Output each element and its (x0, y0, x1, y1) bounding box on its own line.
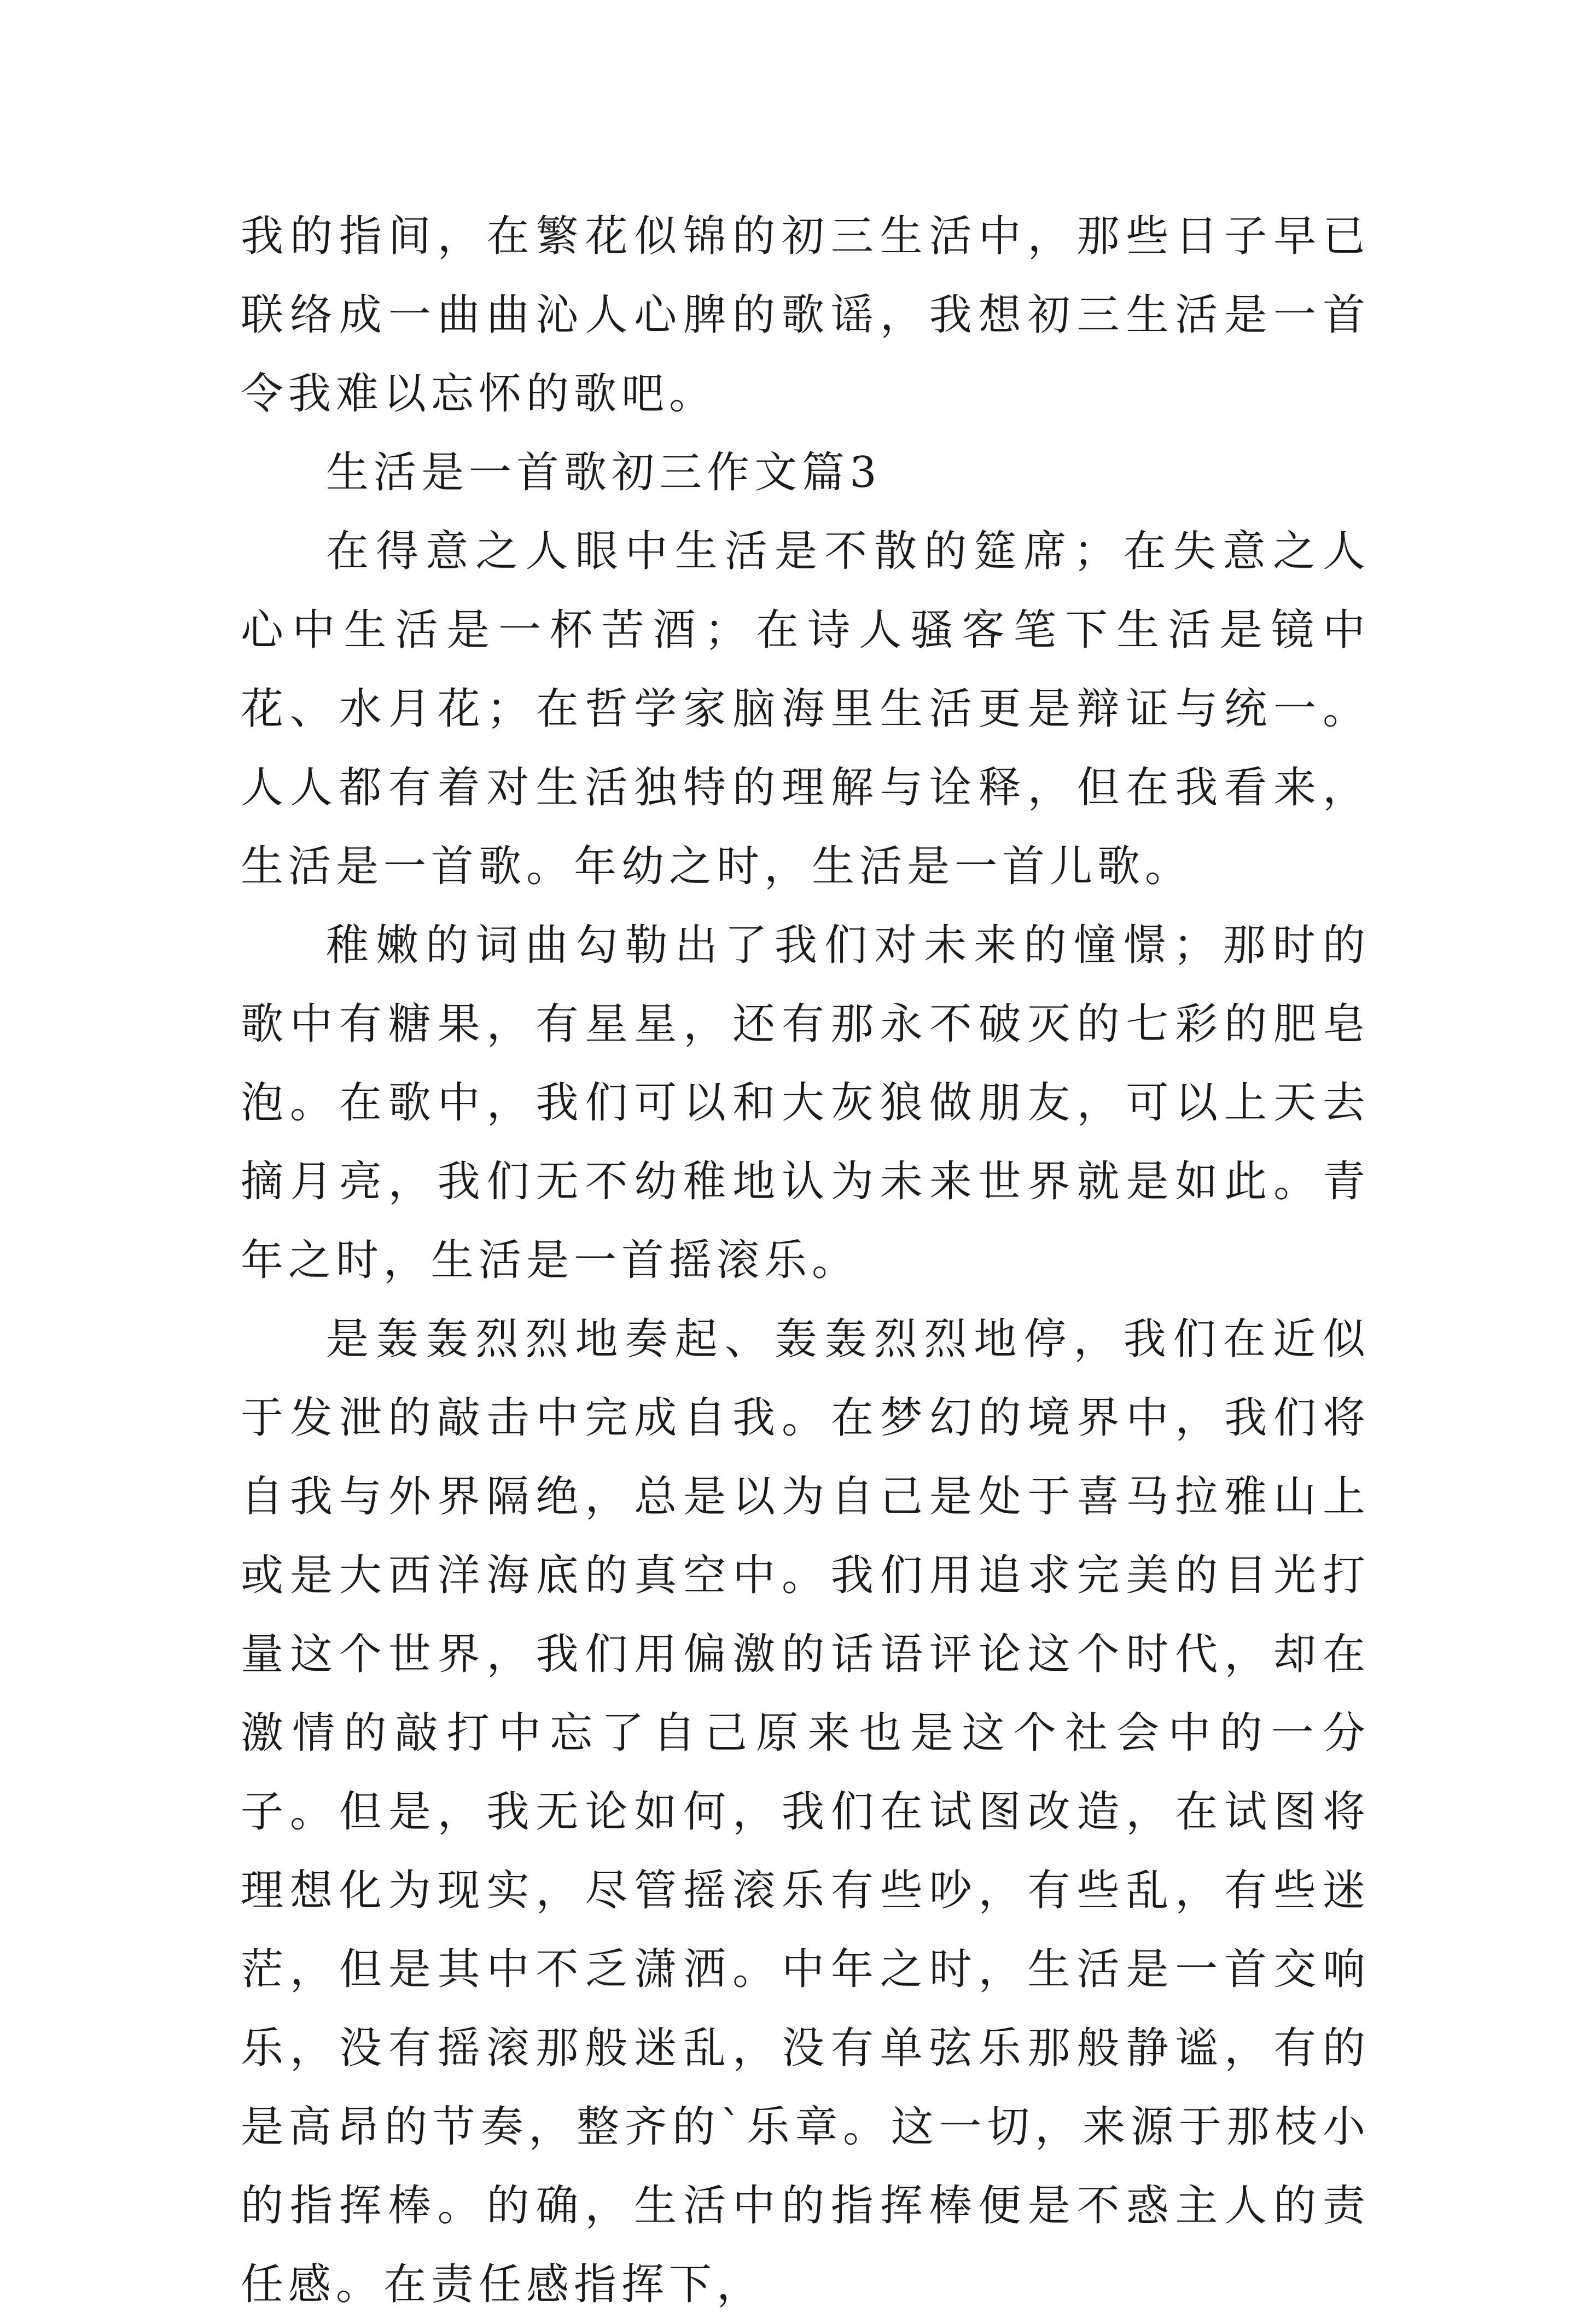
paragraph-2: 在得意之人眼中生活是不散的筵席；在失意之人心中生活是一杯苦酒；在诗人骚客笔下生活是镜中花、水月花；在哲学家脑海里生活更是辩证与统一。人人都有着对生活独特的理解与诠释，但在我看来，生活是一首歌。年幼之时，生活是一首儿歌。 (241, 527, 1370, 891)
document-body (241, 197, 1370, 2324)
paragraph-3: 稚嫩的词曲勾勒出了我们对未来的憧憬；那时的歌中有糖果，有星星，还有那永不破灭的七彩的肥皂泡。在歌中，我们可以和大灰狼做朋友，可以上天去摘月亮，我们无不幼稚地认为未来世界就是如此。青年之时，生活是一首摇滚乐。 (241, 921, 1370, 1285)
paragraph-4: 是轰轰烈烈地奏起、轰轰烈烈地停，我们在近似于发泄的敲击中完成自我。在梦幻的境界中，我们将自我与外界隔绝，总是以为自己是处于喜马拉雅山上或是大西洋海底的真空中。我们用追求完美的目光打量这个世界，我们用偏激的话语评论这个时代，却在激情的敲打中忘了自己原来也是这个社会中的一分子。但是，我无论如何，我们在试图改造，在试图将理想化为现实，尽管摇滚乐有些吵，有些乱，有些迷茫，但是其中不乏潇洒。中年之时，生活是一首交响乐，没有摇滚那般迷乱，没有单弦乐那般静谧，有的是高昂的节奏，整齐的`乐章。这一切，来源于那枝小的指挥棒。的确，生活中的指挥棒便是不惑主人的责任感。在责任感指挥下， (241, 1315, 1370, 2309)
section-heading: 生活是一首歌初三作文篇3 (326, 448, 882, 497)
paragraph-1: 我的指间，在繁花似锦的初三生活中，那些日子早已联络成一曲曲沁人心脾的歌谣，我想初三生活是一首令我难以忘怀的歌吧。 (241, 212, 1370, 419)
